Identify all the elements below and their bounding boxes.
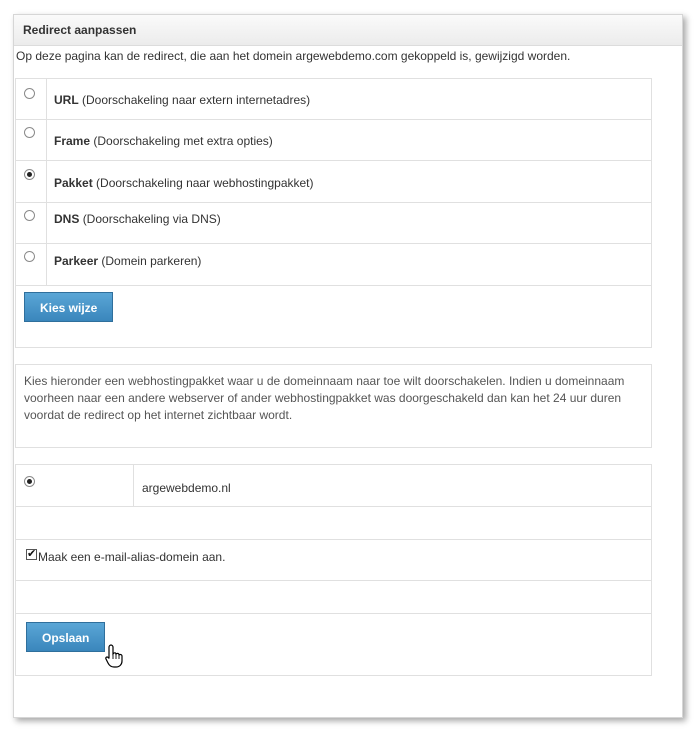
option-name: Frame (54, 134, 91, 148)
option-row-parkeer[interactable] (16, 244, 651, 286)
alias-checkbox[interactable]: ✔ (27, 548, 37, 560)
radio-url[interactable] (24, 88, 35, 99)
radio-parkeer[interactable] (24, 251, 35, 262)
option-name: URL (54, 93, 79, 107)
option-row-frame[interactable] (16, 120, 651, 161)
redirect-options-box (15, 78, 652, 348)
option-name: Pakket (54, 176, 93, 190)
option-desc: (Doorschakeling naar webhostingpakket) (96, 176, 314, 190)
radio-package[interactable] (24, 476, 35, 487)
radio-dns[interactable] (24, 210, 35, 221)
package-row[interactable] (16, 465, 651, 507)
option-desc: (Doorschakeling via DNS) (82, 212, 221, 226)
option-desc: (Doorschakeling naar extern internetadres) (82, 93, 311, 107)
save-button[interactable]: Opslaan (26, 622, 105, 652)
option-name: DNS (54, 212, 80, 226)
hand-cursor-icon (105, 644, 125, 668)
info-box (15, 364, 652, 448)
spacer-row (16, 507, 651, 540)
info-text: Kies hieronder een webhostingpakket waar u de domeinnaam naar toe wilt doorschakelen. Indien u domeinnaam voorheen naar een andere webserver of ander webhostingpakket was doorgeschakeld dan kan het 24 uur duren voordat de redirect op het internet zichtbaar wordt. (24, 374, 625, 422)
option-name: Parkeer (54, 254, 99, 268)
panel-title: Redirect aanpassen (14, 15, 682, 46)
spacer-row (16, 581, 651, 614)
alias-row (16, 540, 651, 581)
intro-text: Op deze pagina kan de redirect, die aan het domein argewebdemo.com gekoppeld is, gewijzigd worden. (16, 49, 571, 63)
alias-label[interactable]: Maak een e-mail-alias-domein aan. (38, 550, 226, 564)
choose-method-button[interactable]: Kies wijze (24, 292, 113, 322)
radio-pakket[interactable] (24, 169, 35, 180)
option-desc: (Doorschakeling met extra opties) (93, 134, 273, 148)
option-row-pakket[interactable] (16, 161, 651, 203)
option-row-url[interactable] (16, 79, 651, 120)
radio-frame[interactable] (24, 127, 35, 138)
package-name: argewebdemo.nl (142, 481, 231, 495)
option-desc: (Domein parkeren) (101, 254, 202, 268)
option-row-dns[interactable] (16, 203, 651, 244)
